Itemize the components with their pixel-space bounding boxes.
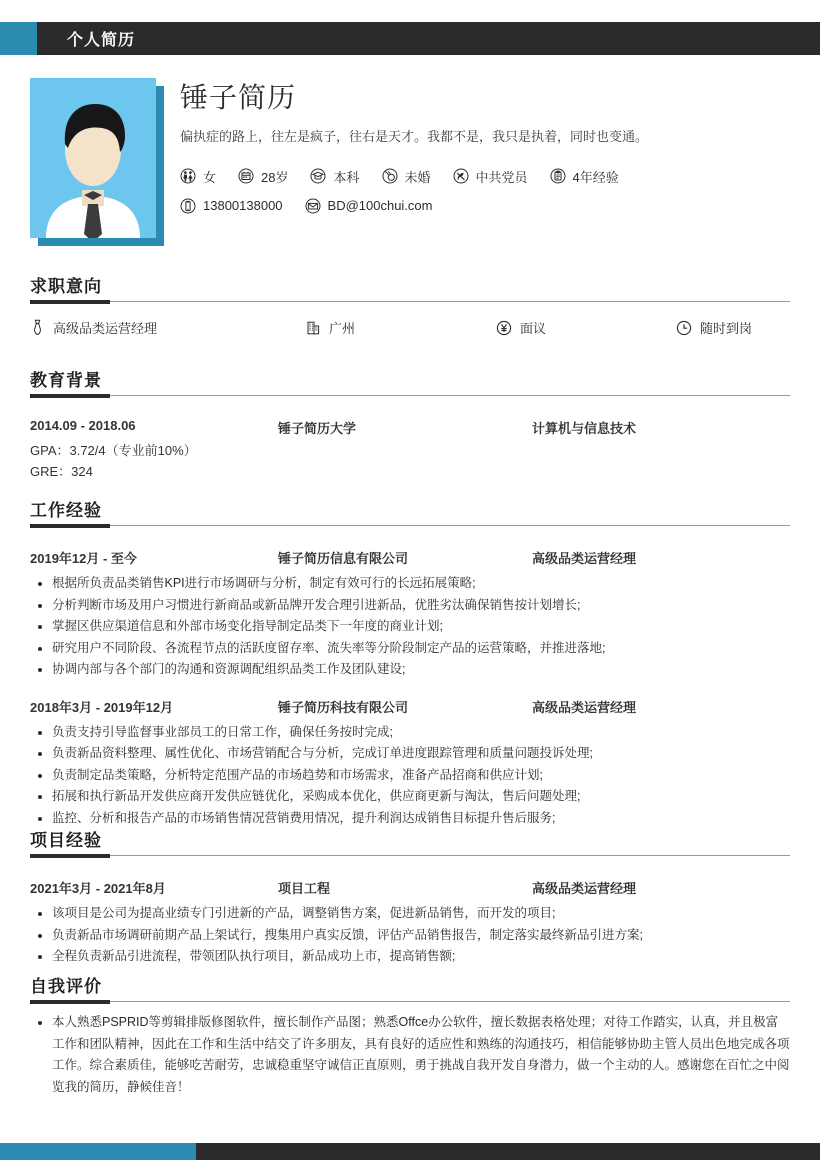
project-entry [30,878,790,968]
fact-political [453,167,528,186]
list-item: 本人熟悉PSPRID等剪辑排版修图软件，擅长制作产品图；熟悉Offce办公软件，擅长数据表格处理；对待工作踏实，认真，并且极富工作和团队精神，因此在工作和生活中结交了许多朋友，具有良好的适应性和熟练的沟通技巧，相信能够协助主管人员出色地完成各项工作。综合素质佳，能够吃苦耐劳，忠诚稳重坚守诚信正直原则，勇于挑战自我开发自身潜力，做一个主动的人。感谢您在百忙之中阅览我的简历，静候佳音！ [30,1012,790,1098]
section-rule-thin [30,855,790,856]
section-education [30,366,790,483]
yen-icon [496,320,512,336]
section-rule-thin [30,395,790,396]
education-school: 锤子简历大学 [278,421,357,436]
section-work [30,496,790,829]
fact-age [238,167,288,186]
education-entry [30,418,790,483]
gender-icon [180,168,196,184]
fact-age-value: 28岁 [261,169,289,185]
fact-marital [382,167,431,186]
intent-availability-value: 随时到岗 [700,321,753,336]
list-item: 根据所负责品类销售KPI进行市场调研与分析，制定有效可行的长远拓展策略; [30,573,790,595]
building-icon [306,320,321,336]
section-project [30,826,790,968]
project-name: 项目工程 [278,881,331,896]
fact-experience [550,167,619,186]
section-rule-thick [30,300,110,304]
section-rule-thick [30,854,110,858]
email-icon [305,198,321,214]
section-job-intent [30,272,790,337]
section-rule-thin [30,301,790,302]
intent-city-value: 广州 [329,321,356,336]
avatar-illustration-icon [30,78,156,238]
section-title-intent: 求职意向 [30,277,102,296]
intent-city [306,318,496,337]
candidate-slogan: 偏执症的路上，往左是疯子，往右是天才。我都不是，我只是执着，同时也变通。 [180,129,649,144]
list-item: 负责支持引导监督事业部员工的日常工作，确保任务按时完成; [30,722,790,744]
avatar [30,78,164,246]
necktie-icon [30,319,45,336]
intent-salary-value: 面议 [520,321,547,336]
education-period: 2014.09 - 2018.06 [30,418,136,433]
fact-gender [180,167,216,186]
profile-contacts-row [180,198,800,214]
section-rule-thick [30,394,110,398]
project-bullets [30,903,790,968]
fact-education-value: 本科 [333,169,360,185]
education-entry-header [30,418,790,437]
intent-salary [496,318,676,337]
contact-phone [180,198,283,214]
list-item: 全程负责新品引进流程，带领团队执行项目，新品成功上市，提高销售额; [30,946,790,968]
evaluation-bullets [30,1012,790,1098]
footer-dark-block [196,1143,820,1160]
page-title: 个人简历 [67,32,136,49]
list-item: 该项目是公司为提高业绩专门引进新的产品，调整销售方案，促进新品销售，而开发的项目; [30,903,790,925]
section-title-education: 教育背景 [30,371,102,390]
section-heading [30,496,790,530]
work-position: 高级品类运营经理 [532,699,637,715]
top-header-bar [0,22,820,55]
work-company: 锤子简历科技有限公司 [278,699,409,715]
profile-text [180,80,800,214]
section-rule-thick [30,524,110,528]
section-evaluation [30,972,790,1098]
section-heading [30,972,790,1006]
list-item: 分析判断市场及用户习惯进行新商品或新品牌开发合理引进新品，优胜劣汰确保销售按计划增长; [30,595,790,617]
profile-header [0,70,820,250]
fact-gender-value: 女 [203,169,217,185]
profile-facts-row [180,167,800,186]
fact-education [310,167,359,186]
marital-ring-icon [382,168,398,184]
job-intent-row [30,318,790,337]
candidate-name: 锤子简历 [180,82,297,113]
header-accent-block [0,22,37,55]
clock-icon [676,320,692,336]
intent-position [30,318,306,337]
project-position: 高级品类运营经理 [532,881,637,896]
list-item: 掌握区供应渠道信息和外部市场变化指导制定品类下一年度的商业计划; [30,616,790,638]
education-major: 计算机与信息技术 [532,421,637,436]
avatar-photo [30,78,156,238]
work-position: 高级品类运营经理 [532,551,637,566]
work-period: 2018年3月 - 2019年12月 [30,699,174,715]
work-entry [30,697,790,830]
party-emblem-icon [453,168,469,184]
fact-marital-value: 未婚 [404,169,431,185]
list-item: 拓展和执行新品开发供应商开发供应链优化，采购成本优化，供应商更新与淘汰，售后问题处理; [30,786,790,808]
work-entry [30,548,790,681]
section-heading [30,366,790,400]
list-item: 负责制定品类策略，分析特定范围产品的市场趋势和市场需求，准备产品招商和供应计划; [30,765,790,787]
work-entry-header [30,548,790,567]
work-bullets [30,573,790,681]
section-rule-thin [30,525,790,526]
education-cap-icon [310,168,326,184]
phone-icon [180,198,196,214]
intent-position-value: 高级品类运营经理 [53,321,158,336]
section-rule-thin [30,1001,790,1002]
section-title-work: 工作经验 [30,501,102,520]
contact-email [305,198,433,214]
list-item: 监控、分析和报告产品的市场销售情况营销费用情况，提升利润达成销售目标提升售后服务; [30,808,790,830]
education-gpa: GPA：3.72/4（专业前10%） [30,443,197,458]
birthday-icon [238,168,254,184]
list-item: 协调内部与各个部门的沟通和资源调配组织品类工作及团队建设; [30,659,790,681]
header-dark-bar [37,22,820,55]
list-item: 负责新品市场调研前期产品上架试行，搜集用户真实反馈，评估产品销售报告，制定落实最终新品引进方案; [30,925,790,947]
footer-accent-block [0,1143,196,1160]
intent-availability [676,318,752,337]
work-company: 锤子简历信息有限公司 [278,551,409,566]
work-entry-header [30,697,790,716]
contact-email-value: BD@100chui.com [327,198,433,213]
project-entry-header [30,878,790,897]
experience-doc-icon [550,168,566,184]
section-rule-thick [30,1000,110,1004]
section-title-project: 项目经验 [30,831,102,850]
project-period: 2021年3月 - 2021年8月 [30,881,166,896]
contact-phone-value: 13800138000 [203,198,283,213]
list-item: 负责新品资料整理、属性优化、市场营销配合与分析，完成订单进度跟踪管理和质量问题投诉处理; [30,743,790,765]
section-title-evaluation: 自我评价 [30,977,102,996]
list-item: 研究用户不同阶段、各流程节点的活跃度留存率、流失率等分阶段制定产品的运营策略，并推进落地; [30,638,790,660]
education-gre: GRE：324 [30,463,93,479]
work-bullets [30,722,790,830]
fact-experience-value: 4年经验 [572,169,619,185]
fact-political-value: 中共党员 [475,169,528,185]
section-heading [30,272,790,306]
section-heading [30,826,790,860]
work-period: 2019年12月 - 至今 [30,551,137,566]
footer-bar [0,1143,820,1160]
